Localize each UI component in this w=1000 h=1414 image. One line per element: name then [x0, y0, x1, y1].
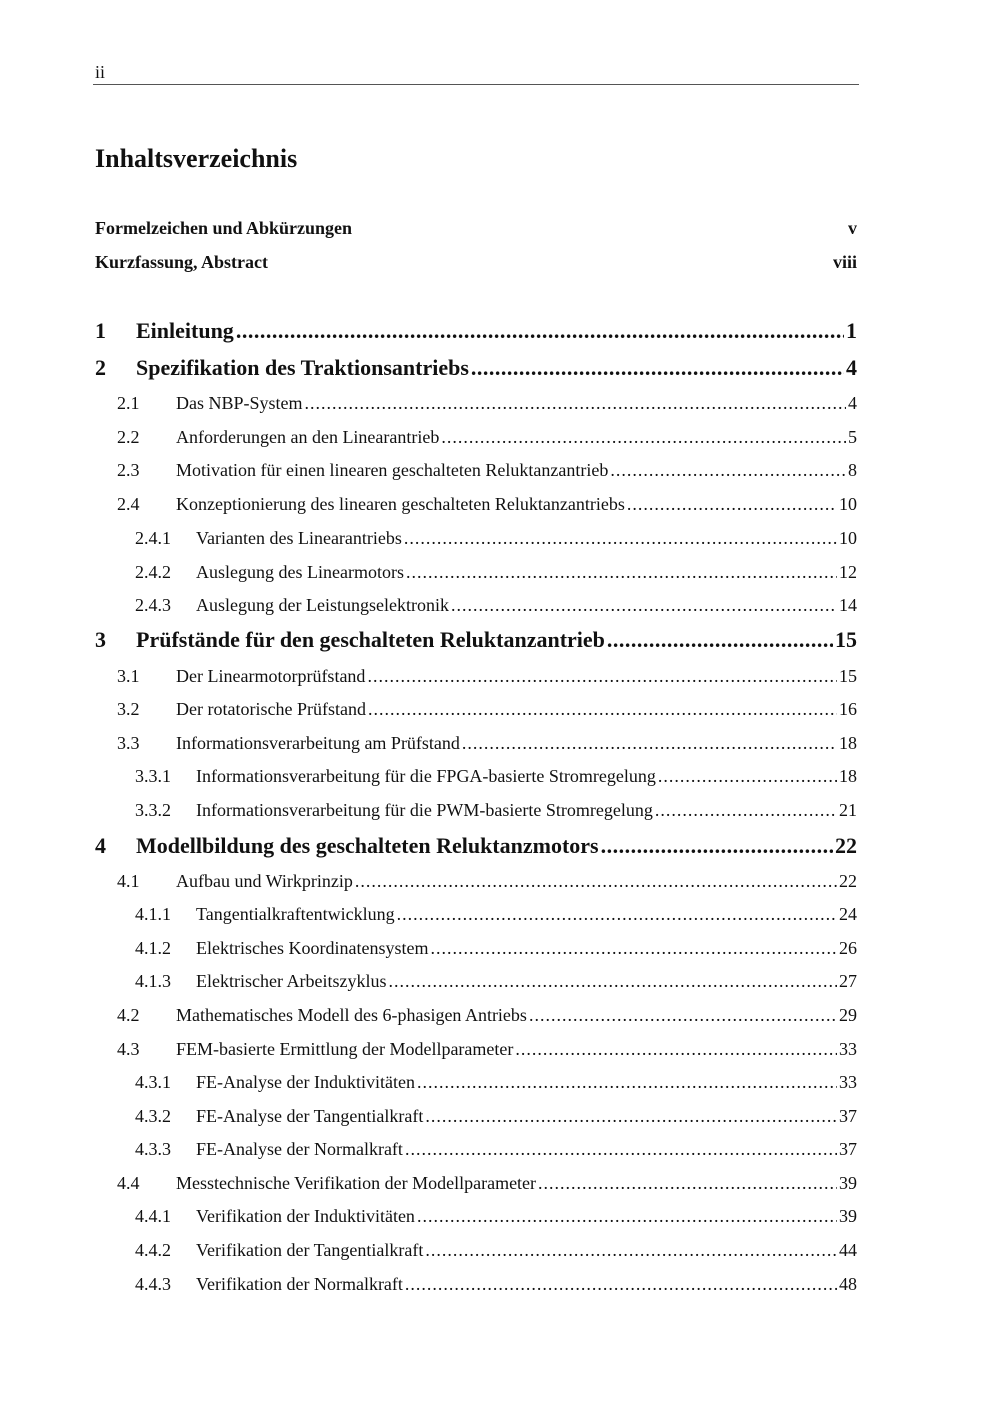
toc-entry-label: Der rotatorische Prüfstand: [176, 699, 366, 719]
toc-entry-number: 3.3.1: [135, 766, 171, 786]
toc-entry-label: Prüfstände für den geschalteten Reluktanzantrieb: [136, 627, 605, 652]
toc-entry-page: 4: [848, 393, 857, 413]
toc-entry-label: Motivation für einen linearen geschalteten Reluktanzantrieb: [176, 460, 609, 480]
toc-leader-dots: [404, 528, 837, 549]
toc-leader-dots: [406, 562, 837, 583]
toc-leader-dots: [417, 1206, 837, 1227]
toc-entry-label: Elektrisches Koordinatensystem: [196, 938, 429, 958]
toc-leader-dots: [425, 1240, 837, 1261]
toc-entry-page: 33: [839, 1039, 857, 1059]
toc-leader-dots: [451, 595, 837, 616]
toc-entry-number: 2.2: [117, 427, 140, 447]
toc-entry-number: 3.3.2: [135, 800, 171, 820]
toc-leader-dots: [529, 1005, 837, 1026]
toc-entry-label: Informationsverarbeitung am Prüfstand: [176, 733, 460, 753]
toc-entry-page: 37: [839, 1106, 857, 1126]
toc-entry-page: 8: [848, 460, 857, 480]
toc-entry-number: 4.3: [117, 1039, 140, 1059]
toc-entry-number: 4.3.2: [135, 1106, 171, 1126]
toc-entry-page: 26: [839, 938, 857, 958]
toc-entry-label: Informationsverarbeitung für die PWM-basierte Stromregelung: [196, 800, 653, 820]
toc-section[interactable]: [95, 494, 857, 515]
toc-entry-number: 2.3: [117, 460, 140, 480]
toc-entry-label: Konzeptionierung des linearen geschalteten Reluktanzantriebs: [176, 494, 625, 514]
toc-leader-dots: [471, 355, 844, 381]
toc-entry-number: 4.1.1: [135, 904, 171, 924]
toc-entry-label: FE-Analyse der Tangentialkraft: [196, 1106, 424, 1126]
toc-subsection[interactable]: [95, 528, 857, 549]
toc-entry-number: 4.3.3: [135, 1139, 171, 1159]
toc-entry-label: FE-Analyse der Normalkraft: [196, 1139, 403, 1159]
toc-entry-label: Messtechnische Verifikation der Modellparameter: [176, 1173, 537, 1193]
toc-leader-dots: [658, 766, 837, 787]
page-number: ii: [95, 62, 106, 82]
toc-entry-label: Modellbildung des geschalteten Reluktanzmotors: [136, 833, 599, 858]
toc-entry-number: 3.1: [117, 666, 140, 686]
toc-subsection[interactable]: [95, 562, 857, 583]
toc-entry-page: 37: [839, 1139, 857, 1159]
toc-leader-dots: [405, 1274, 837, 1295]
toc-subsection[interactable]: [95, 1139, 857, 1160]
toc-entry-page: 22: [839, 871, 857, 891]
toc-entry-label: Mathematisches Modell des 6-phasigen Antriebs: [176, 1005, 527, 1025]
toc-entry-label: Der Linearmotorprüfstand: [176, 666, 366, 686]
toc-entry-label: Anforderungen an den Linearantrieb: [176, 427, 440, 447]
toc-entry-number: 4: [95, 833, 106, 858]
toc-leader-dots: [397, 904, 837, 925]
toc-section[interactable]: [95, 699, 857, 720]
toc-entry-page: 4: [846, 355, 857, 380]
toc-subsection[interactable]: [95, 938, 857, 959]
toc-section[interactable]: [95, 1005, 857, 1026]
toc-front-formelzeichen[interactable]: [95, 218, 857, 239]
toc-entry-page: 15: [835, 627, 857, 652]
toc-entry-label: Das NBP-System: [176, 393, 303, 413]
toc-entry-number: 2.1: [117, 393, 140, 413]
toc-entry-label: Auslegung des Linearmotors: [196, 562, 404, 582]
toc-entry-label: Elektrischer Arbeitszyklus: [196, 971, 387, 991]
toc-leader-dots: [305, 393, 846, 414]
toc-entry-number: 2.4: [117, 494, 140, 514]
toc-entry-number: 4.4.1: [135, 1206, 171, 1226]
toc-section[interactable]: [95, 1039, 857, 1060]
toc-section[interactable]: [95, 733, 857, 754]
toc-entry-label: Auslegung der Leistungselektronik: [196, 595, 449, 615]
toc-chapter[interactable]: [95, 355, 857, 381]
toc-leader-dots: [462, 733, 837, 754]
toc-entry-number: 2: [95, 355, 106, 380]
toc-leader-dots: [655, 800, 837, 821]
toc-entry-number: 1: [95, 318, 106, 343]
toc-entry-page: 18: [839, 766, 857, 786]
toc-front-kurzfassung[interactable]: [95, 252, 857, 273]
toc-entry-page: 12: [839, 562, 857, 582]
toc-section[interactable]: [95, 666, 857, 687]
toc-entry-page: 10: [839, 528, 857, 548]
toc-leader-dots: [430, 938, 837, 959]
toc-entry-number: 4.4.2: [135, 1240, 171, 1260]
toc-entry-number: 3.3: [117, 733, 140, 753]
toc-leader-dots: [607, 627, 833, 653]
toc-entry-number: 4.1: [117, 871, 140, 891]
toc-entry-label: Informationsverarbeitung für die FPGA-basierte Stromregelung: [196, 766, 656, 786]
toc-leader-dots: [405, 1139, 837, 1160]
toc-entry-number: 3: [95, 627, 106, 652]
toc-subsection[interactable]: [95, 800, 857, 821]
toc-leader-dots: [515, 1039, 837, 1060]
toc-entry-number: 4.4: [117, 1173, 140, 1193]
toc-entry-number: 4.3.1: [135, 1072, 171, 1092]
toc-chapter[interactable]: [95, 833, 857, 859]
toc-section[interactable]: [95, 1173, 857, 1194]
toc-chapter[interactable]: [95, 627, 857, 653]
toc-subsection[interactable]: [95, 1274, 857, 1295]
toc-leader-dots: [610, 460, 846, 481]
toc-entry-page: 16: [839, 699, 857, 719]
toc-entry-page: 24: [839, 904, 857, 924]
toc-entry-number: 2.4.2: [135, 562, 171, 582]
toc-entry-page: 48: [839, 1274, 857, 1294]
toc-entry-page: 18: [839, 733, 857, 753]
toc-leader-dots: [367, 666, 837, 687]
toc-entry-label: Kurzfassung, Abstract: [95, 252, 269, 272]
toc-entry-page: 29: [839, 1005, 857, 1025]
toc-entry-label: Varianten des Linearantriebs: [196, 528, 402, 548]
toc-leader-dots: [601, 833, 833, 859]
toc-entry-number: 2.4.3: [135, 595, 171, 615]
toc-entry-label: Verifikation der Induktivitäten: [196, 1206, 415, 1226]
toc-entry-page: 39: [839, 1206, 857, 1226]
toc-section[interactable]: [95, 393, 857, 414]
toc-entry-label: Verifikation der Tangentialkraft: [196, 1240, 424, 1260]
toc-entry-label: FEM-basierte Ermittlung der Modellparameter: [176, 1039, 514, 1059]
toc-subsection[interactable]: [95, 595, 857, 616]
toc-entry-page: 15: [839, 666, 857, 686]
toc-entry-label: Verifikation der Normalkraft: [196, 1274, 403, 1294]
toc-entry-page: 21: [839, 800, 857, 820]
toc-section[interactable]: [95, 427, 857, 448]
toc-leader-dots: [236, 318, 844, 344]
toc-entry-label: FE-Analyse der Induktivitäten: [196, 1072, 415, 1092]
toc-subsection[interactable]: [95, 904, 857, 925]
header-rule: [93, 84, 859, 85]
toc-leader-dots: [417, 1072, 837, 1093]
toc-entry-label: Einleitung: [136, 318, 234, 343]
toc-entry-label: Spezifikation des Traktionsantriebs: [136, 355, 469, 380]
toc-entry-label: Aufbau und Wirkprinzip: [176, 871, 353, 891]
toc-leader-dots: [388, 971, 837, 992]
toc-leader-dots: [425, 1106, 837, 1127]
toc-entry-number: 2.4.1: [135, 528, 171, 548]
toc-entry-number: 4.1.3: [135, 971, 171, 991]
toc-entry-page: v: [848, 218, 857, 238]
toc-entry-page: 44: [839, 1240, 857, 1260]
toc-subsection[interactable]: [95, 1106, 857, 1127]
page-title: Inhaltsverzeichnis: [95, 144, 298, 173]
toc-leader-dots: [627, 494, 837, 515]
toc-entry-page: viii: [832, 252, 857, 272]
toc-entry-number: 3.2: [117, 699, 140, 719]
toc-entry-page: 5: [848, 427, 857, 447]
toc-entry-page: 10: [839, 494, 857, 514]
toc-entry-page: 14: [839, 595, 857, 615]
toc-chapter[interactable]: [95, 318, 857, 344]
toc-section[interactable]: [95, 871, 857, 892]
toc-entry-page: 27: [839, 971, 857, 991]
toc-subsection[interactable]: [95, 971, 857, 992]
toc-subsection[interactable]: [95, 1072, 857, 1093]
toc-entry-number: 4.4.3: [135, 1274, 171, 1294]
toc-entry-label: Formelzeichen und Abkürzungen: [95, 218, 353, 238]
toc-subsection[interactable]: [95, 766, 857, 787]
toc-entry-page: 39: [839, 1173, 857, 1193]
toc-subsection[interactable]: [95, 1240, 857, 1261]
toc-leader-dots: [368, 699, 837, 720]
toc-leader-dots: [355, 871, 837, 892]
toc-subsection[interactable]: [95, 1206, 857, 1227]
toc-entry-page: 33: [839, 1072, 857, 1092]
toc-leader-dots: [538, 1173, 837, 1194]
toc-section[interactable]: [95, 460, 857, 481]
toc-entry-label: Tangentialkraftentwicklung: [196, 904, 395, 924]
toc-entry-page: 1: [846, 318, 857, 343]
toc-leader-dots: [441, 427, 846, 448]
toc-entry-page: 22: [835, 833, 857, 858]
toc-entry-number: 4.2: [117, 1005, 140, 1025]
toc-entry-number: 4.1.2: [135, 938, 171, 958]
